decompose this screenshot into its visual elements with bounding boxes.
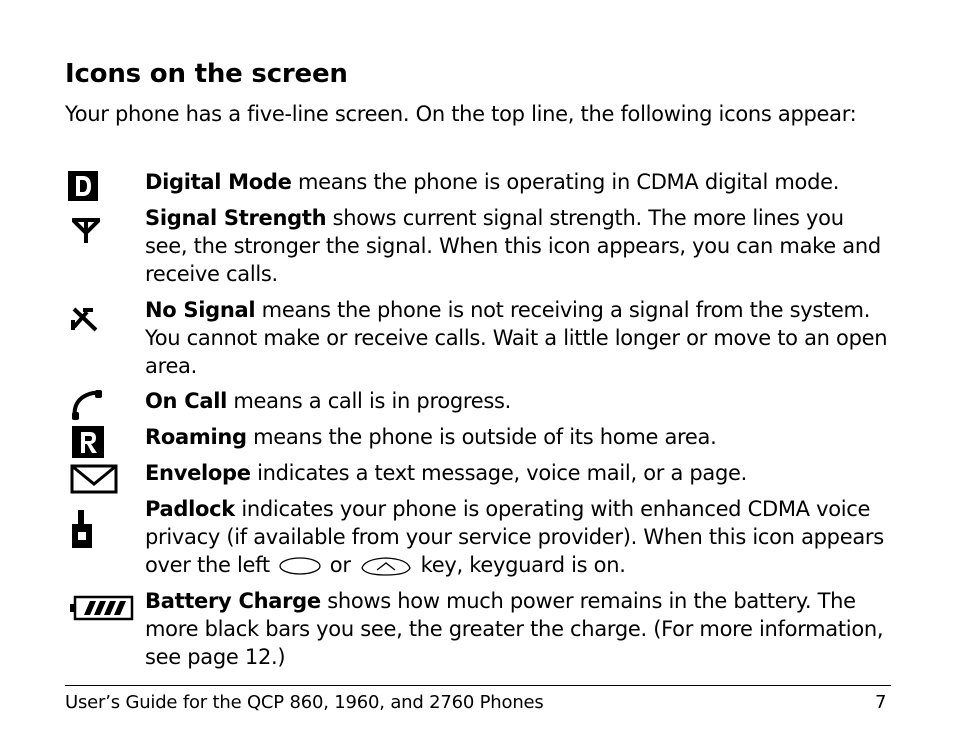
page-title: Icons on the screen [65,59,348,89]
item-desc: means the phone is outside of its home area. [246,425,717,449]
digital-mode-icon [68,171,98,201]
left-softkey-icon [278,556,322,576]
intro-paragraph: Your phone has a five-line screen. On the top line, the following icons appear: [65,102,857,126]
item-desc: means a call is in progress. [227,389,512,413]
item-text [145,387,890,415]
item-desc: shows how much power remains in the battery. The more black bars you see, the greater the charge. (For more information, see page 12.) [145,589,884,669]
item-desc: means the phone is not receiving a signal from the system. You cannot make or receive calls. Wait a little longer or move to an open area. [145,298,888,378]
item-desc: means the phone is operating in CDMA digital mode. [291,170,840,194]
up-key-icon [359,555,413,577]
item-term: Signal Strength [145,206,327,230]
page-number: 7 [875,692,887,713]
item-text [145,459,890,487]
item-term: Envelope [145,461,251,485]
item-desc: indicates a text message, voice mail, or a page. [250,461,748,485]
item-text [145,495,890,579]
item-term: On Call [145,389,227,413]
footer-title: User’s Guide for the QCP 860, 1960, and 2760 Phones [65,692,544,713]
roaming-icon [72,426,104,458]
item-text [145,587,890,671]
item-desc: shows current signal strength. The more lines you see, the stronger the signal. When this icon appears, you can make and receive calls. [145,206,881,286]
item-desc: indicates your phone is operating with enhanced CDMA voice privacy (if available from your service provider). When this icon appears over the left [145,497,884,577]
padlock-icon [72,510,92,548]
item-text [145,296,890,380]
item-term: Roaming [145,425,247,449]
item-term: Padlock [145,497,235,521]
item-desc-end: key, keyguard is on. [420,553,626,577]
battery-icon [70,595,134,621]
no-signal-icon [71,306,99,332]
footer-divider [65,685,891,686]
item-text [145,204,890,288]
signal-strength-icon [72,218,100,244]
item-term: No Signal [145,298,256,322]
on-call-icon [71,390,103,420]
item-text [145,423,890,451]
envelope-icon [70,464,118,494]
item-term: Battery Charge [145,589,321,613]
item-term: Digital Mode [145,170,292,194]
item-desc-or: or [329,553,351,577]
item-text [145,168,890,196]
